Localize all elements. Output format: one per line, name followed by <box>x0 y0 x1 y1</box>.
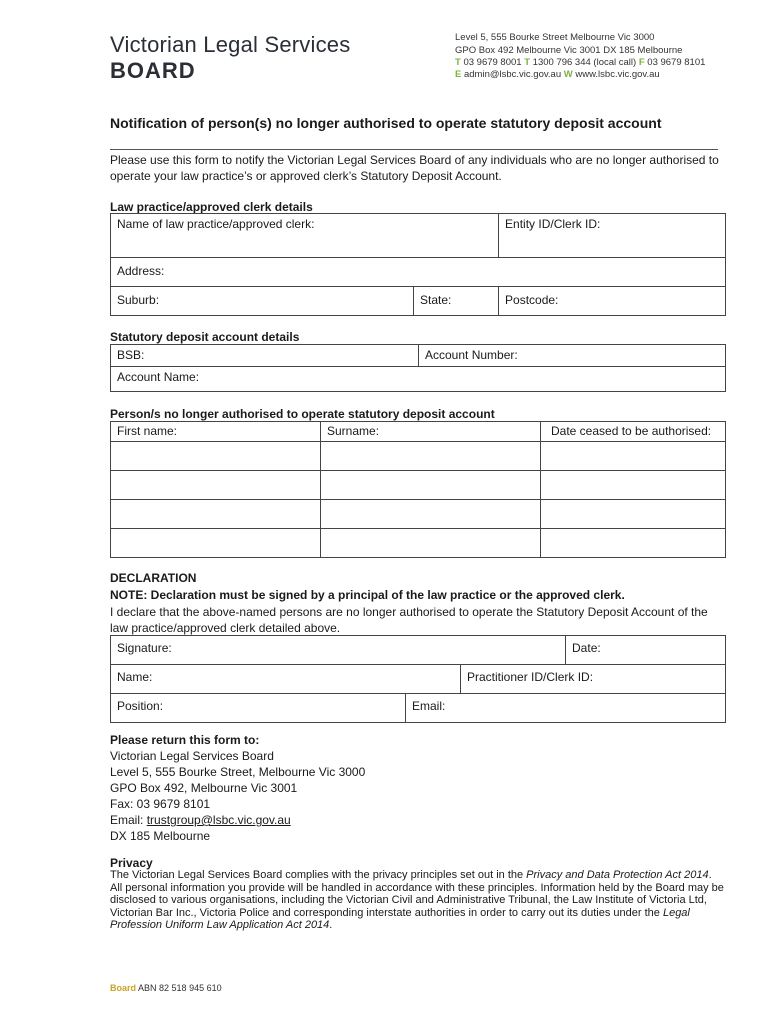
entity-id-field[interactable] <box>499 214 726 258</box>
account-name-label: Account Name: <box>117 370 200 384</box>
declaration-note: NOTE: Declaration must be signed by a principal of the law practice or the approved clerk. <box>110 588 625 602</box>
practice-name-field[interactable] <box>111 214 499 258</box>
logo-text: Victorian Legal Services <box>110 32 351 57</box>
header-web: www.lsbc.vic.gov.au <box>575 69 660 80</box>
return-line-fax: Fax: 03 9679 8101 <box>110 797 211 811</box>
bsb-label: BSB: <box>117 348 145 362</box>
postcode-label: Postcode: <box>505 293 559 307</box>
practice-section-heading: Law practice/approved clerk details <box>110 200 313 214</box>
state-field[interactable] <box>414 287 499 316</box>
return-line-address: Level 5, 555 Bourke Street, Melbourne Vic 3000 <box>110 765 366 779</box>
account-details-table <box>110 344 726 392</box>
phone2-label: T <box>524 57 531 68</box>
legal-profession-act-title: Legal Profession Uniform Law Application Act 2014 <box>110 906 690 931</box>
suburb-field[interactable] <box>111 287 414 316</box>
return-line-postal: GPO Box 492, Melbourne Vic 3001 <box>110 781 298 795</box>
privacy-heading: Privacy <box>110 856 153 870</box>
title-divider <box>110 149 718 150</box>
footer-abn: ABN 82 518 945 610 <box>138 983 222 993</box>
declarant-email-label: Email: <box>412 699 446 713</box>
surname-cell[interactable] <box>321 500 541 529</box>
header-email-web <box>455 69 660 80</box>
footer <box>110 983 222 993</box>
return-line-board: Victorian Legal Services Board <box>110 749 274 763</box>
header-postal: GPO Box 492 Melbourne Vic 3001 DX 185 Melbourne <box>455 45 683 56</box>
declaration-heading: DECLARATION <box>110 571 197 585</box>
position-field[interactable] <box>111 694 406 723</box>
return-line-dx: DX 185 Melbourne <box>110 829 211 843</box>
email-label: E <box>455 69 462 80</box>
account-number-label: Account Number: <box>425 348 518 362</box>
privacy-act-title: Privacy and Data Protection Act 2014 <box>526 869 709 881</box>
header-email: admin@lsbc.vic.gov.au <box>463 69 562 80</box>
surname-cell[interactable] <box>321 442 541 471</box>
fax-label: F <box>638 57 645 68</box>
date-label: Date: <box>572 641 601 655</box>
form-title: Notification of person(s) no longer authorised to operate statutory deposit account <box>110 115 662 131</box>
postcode-field[interactable] <box>499 287 726 316</box>
declaration-table <box>110 635 726 723</box>
first-name-cell[interactable] <box>111 442 321 471</box>
privacy-text-end: . <box>329 919 333 931</box>
return-line-email <box>110 813 291 827</box>
first-name-cell[interactable] <box>111 471 321 500</box>
address-field[interactable] <box>111 258 726 287</box>
privacy-text-start: The Victorian Legal Services Board complies with the privacy principles set out in the <box>110 869 527 881</box>
account-name-field[interactable] <box>111 367 726 392</box>
first-name-cell[interactable] <box>111 529 321 558</box>
date-ceased-cell[interactable] <box>541 442 726 471</box>
footer-board: Board <box>110 983 137 993</box>
return-email-link[interactable]: trustgroup@lsbc.vic.gov.au <box>146 813 291 827</box>
state-label: State: <box>420 293 452 307</box>
suburb-label: Suburb: <box>117 293 160 307</box>
date-ceased-cell[interactable] <box>541 500 726 529</box>
date-ceased-header: Date ceased to be authorised: <box>541 422 726 442</box>
practitioner-id-label: Practitioner ID/Clerk ID: <box>467 670 594 684</box>
address-label: Address: <box>117 264 165 278</box>
declarant-name-field[interactable] <box>111 665 461 694</box>
web-label: W <box>563 69 573 80</box>
phone-label: T <box>455 57 461 68</box>
date-field[interactable] <box>566 636 726 665</box>
surname-cell[interactable] <box>321 471 541 500</box>
surname-header: Surname: <box>321 422 541 442</box>
account-number-field[interactable] <box>419 345 726 367</box>
bsb-field[interactable] <box>111 345 419 367</box>
declaration-text: I declare that the above-named persons are no longer authorised to operate the Statutory Deposit Account of the law practice/approved clerk detailed above. <box>110 605 708 635</box>
persons-table <box>110 421 726 558</box>
logo-board-text: BOARD <box>110 58 196 83</box>
practitioner-id-field[interactable] <box>461 665 726 694</box>
fax-number: 03 9679 8101 <box>647 57 706 68</box>
practice-name-label: Name of law practice/approved clerk: <box>117 217 315 231</box>
date-ceased-cell[interactable] <box>541 529 726 558</box>
first-name-cell[interactable] <box>111 500 321 529</box>
declarant-name-label: Name: <box>117 670 153 684</box>
header-phones <box>455 57 705 68</box>
surname-cell[interactable] <box>321 529 541 558</box>
date-ceased-cell[interactable] <box>541 471 726 500</box>
privacy-text <box>110 869 725 932</box>
signature-field[interactable] <box>111 636 566 665</box>
phone2-number: 1300 796 344 (local call) <box>532 57 637 68</box>
intro-text: Please use this form to notify the Victorian Legal Services Board of any individuals who are no longer authorised to operate your law practice’s or approved clerk’s Statutory Deposit Account. <box>110 153 719 183</box>
persons-section-heading: Person/s no longer authorised to operate statutory deposit account <box>110 407 495 421</box>
signature-label: Signature: <box>117 641 172 655</box>
declarant-email-field[interactable] <box>406 694 726 723</box>
position-label: Position: <box>117 699 164 713</box>
privacy-text-middle: . All personal information you provide will be handled in accordance with these principles. Information held by the Board may be disclosed to various organisations, including the Victorian Civil and Administrative Tribunal, the Law Institute of Victoria Ltd, Victorian Bar Inc., Victoria Police and corresponding interstate authorities in order to carry out its duties under the <box>110 869 724 919</box>
header-address: Level 5, 555 Bourke Street Melbourne Vic 3000 <box>455 32 655 43</box>
entity-id-label: Entity ID/Clerk ID: <box>505 217 601 231</box>
account-section-heading: Statutory deposit account details <box>110 330 300 344</box>
return-email-prefix: Email: <box>110 813 147 827</box>
phone-number: 03 9679 8001 <box>463 57 522 68</box>
return-heading: Please return this form to: <box>110 733 260 747</box>
first-name-header: First name: <box>111 422 321 442</box>
practice-details-table <box>110 213 726 316</box>
